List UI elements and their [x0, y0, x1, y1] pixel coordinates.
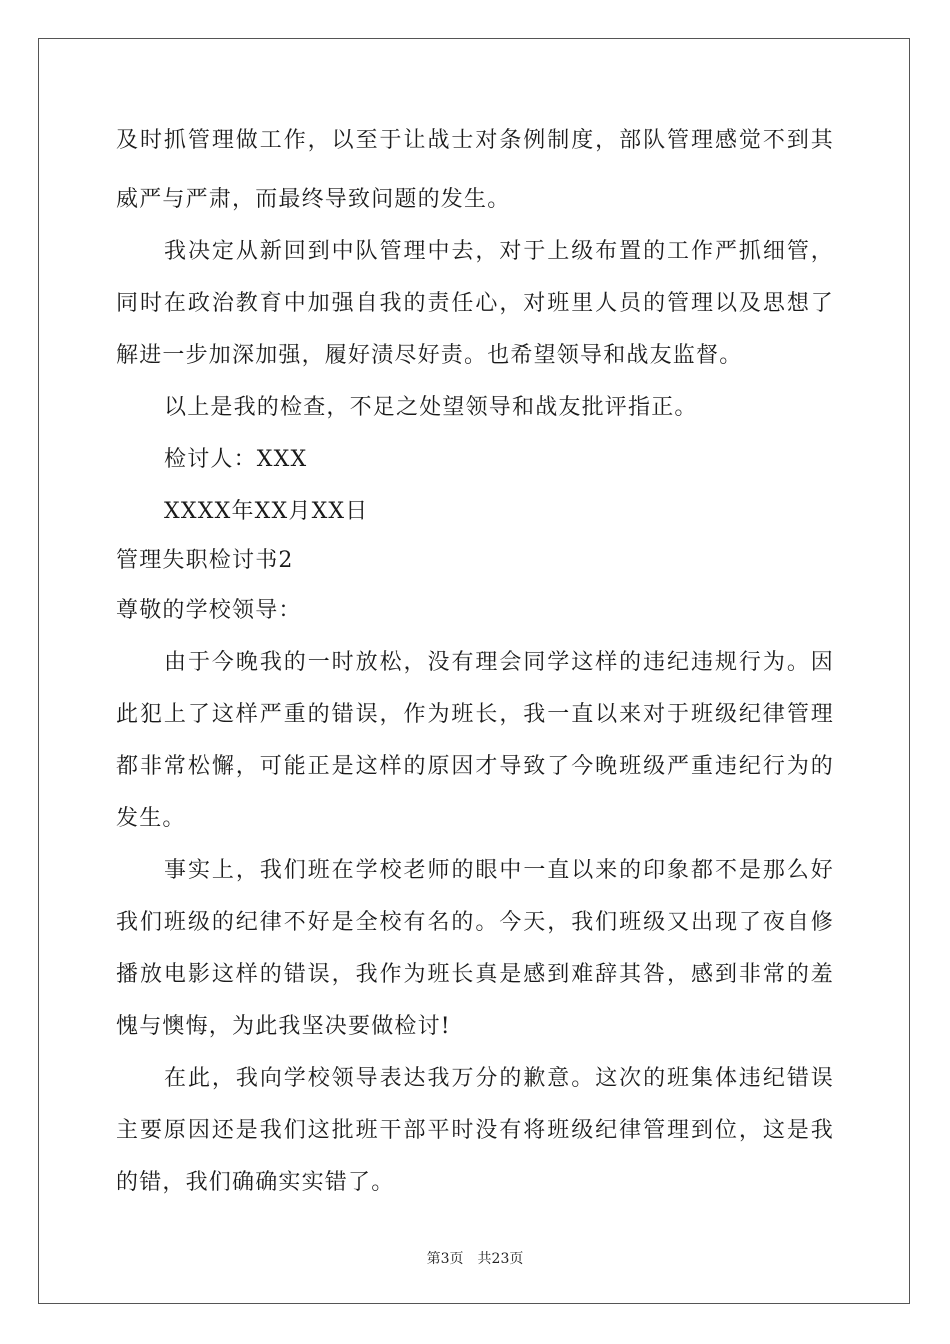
date-line: XXXX年XX月XX日: [164, 499, 369, 524]
paragraph-line: 愧与懊悔，为此我坚决要做检讨!: [116, 1014, 451, 1039]
paragraph-line: 我们班级的纪律不好是全校有名的。今天，我们班级又出现了夜自修: [116, 910, 834, 935]
page-number: 第3页: [426, 1251, 464, 1267]
paragraph-line: 及时抓管理做工作，以至于让战士对条例制度，部队管理感觉不到其: [116, 128, 834, 153]
paragraph-line: 发生。: [116, 806, 186, 831]
salutation: 尊敬的学校领导：: [116, 598, 302, 623]
page-footer: [0, 1250, 950, 1268]
paragraph-line: 威严与严肃，而最终导致问题的发生。: [116, 187, 511, 212]
paragraph-line: 以上是我的检查，不足之处望领导和战友批评指正。: [164, 395, 698, 420]
paragraph-line: 同时在政治教育中加强自我的责任心，对班里人员的管理以及思想了: [116, 291, 834, 316]
paragraph-line: 由于今晚我的一时放松，没有理会同学这样的违纪违规行为。因: [164, 650, 834, 675]
paragraph-line: 都非常松懈，可能正是这样的原因才导致了今晚班级严重违纪行为的: [116, 754, 834, 779]
paragraph-line: 在此，我向学校领导表达我万分的歉意。这次的班集体违纪错误: [164, 1066, 834, 1091]
paragraph-line: 解进一步加深加强，履好渍尽好责。也希望领导和战友监督。: [116, 343, 743, 368]
paragraph-line: 事实上，我们班在学校老师的眼中一直以来的印象都不是那么好: [164, 858, 834, 883]
paragraph-line: 我决定从新回到中队管理中去，对于上级布置的工作严抓细管，: [164, 239, 834, 264]
paragraph-line: 此犯上了这样严重的错误，作为班长，我一直以来对于班级纪律管理: [116, 702, 834, 727]
signature-line: 检讨人：XXX: [164, 447, 308, 472]
paragraph-line: 播放电影这样的错误，我作为班长真是感到难辞其咎，感到非常的羞: [116, 962, 834, 987]
paragraph-line: 主要原因还是我们这批班干部平时没有将班级纪律管理到位，这是我: [116, 1118, 834, 1143]
section-title: 管理失职检讨书2: [116, 548, 294, 573]
paragraph-line: 的错，我们确确实实错了。: [116, 1170, 395, 1195]
page-total: 共23页: [477, 1251, 524, 1267]
